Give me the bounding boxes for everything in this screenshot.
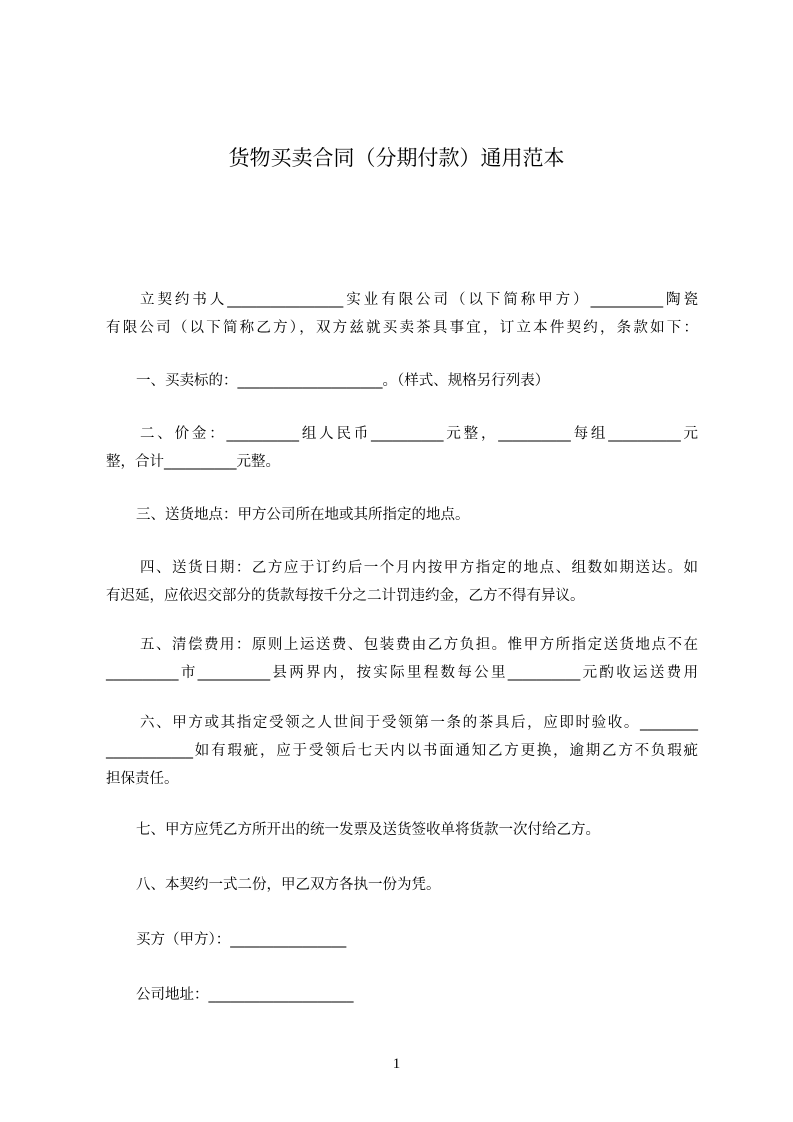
clause-4-line-2: 有迟延，应依迟交部分的货款每按千分之二计罚违约金，乙方不得有异议。 <box>106 588 585 604</box>
clause-6-line-2: ____________如有瑕疵，应于受领后七天内以书面通知乙方更换，逾期乙方不负瑕疵 <box>106 743 698 759</box>
clause-3: 三、送货地点：甲方公司所在地或其所指定的地点。 <box>136 507 470 523</box>
page-number: 1 <box>392 1056 401 1072</box>
clause-5-line-1: 五、清偿费用：原则上运送费、包装费由乙方负担。惟甲方所指定送货地点不在 <box>140 637 698 653</box>
clause-6-line-1: 六、甲方或其指定受领之人世间于受领第一条的茶具后，应即时验收。________ <box>140 715 698 731</box>
clause-8: 八、本契约一式二份，甲乙双方各执一份为凭。 <box>136 877 441 893</box>
preamble-line-1: 立契约书人________________实业有限公司（以下简称甲方）__________陶瓷 <box>140 292 698 308</box>
clause-4-line-1: 四、送货日期：乙方应于订约后一个月内按甲方指定的地点、组数如期送达。如 <box>140 560 698 576</box>
clause-7: 七、甲方应凭乙方所开出的统一发票及送货签收单将货款一次付给乙方。 <box>136 822 600 838</box>
company-address-field: 公司地址：____________________ <box>136 987 354 1003</box>
preamble-line-2: 有限公司（以下简称乙方），双方兹就买卖茶具事宜，订立本件契约，条款如下： <box>106 320 698 336</box>
clause-2-line-1: 二、价金：__________组人民币__________元整，__________每组__________元 <box>140 426 698 442</box>
document-title: 货物买卖合同（分期付款）通用范本 <box>228 146 565 170</box>
clause-2-line-2: 整，合计__________元整。 <box>106 454 280 470</box>
clause-1: 一、买卖标的：____________________。（样式、规格另行列表） <box>136 373 550 389</box>
clause-5-line-2: __________市__________县两界内，按实际里程数每公里__________元酌收运送费用 <box>106 665 698 681</box>
clause-6-line-3: 担保责任。 <box>106 771 179 787</box>
buyer-field: 买方（甲方）：________________ <box>136 932 347 948</box>
